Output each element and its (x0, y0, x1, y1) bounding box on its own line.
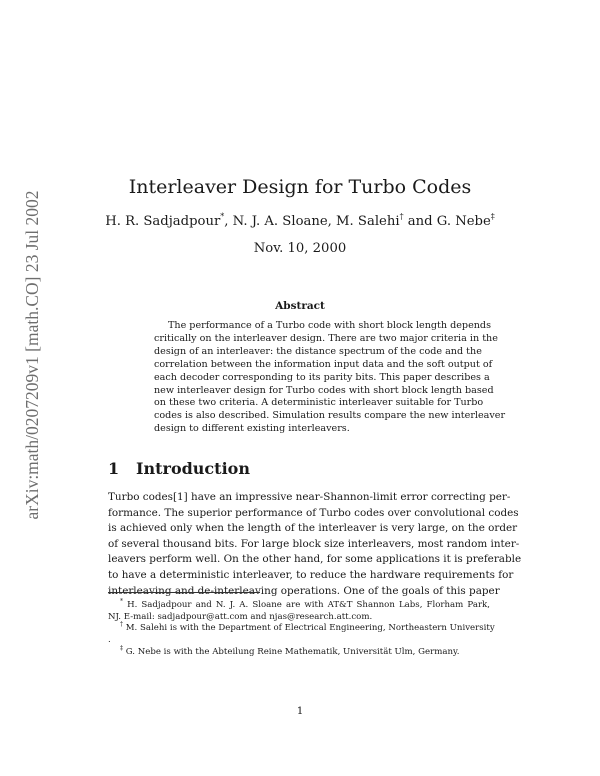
abstract-line: each decoder corresponding to its parity bits. This paper describes a (154, 371, 490, 383)
abstract-line: design to different existing interleavers. (154, 423, 350, 435)
abstract-line: on these two criteria. A deterministic interleaver suitable for Turbo (154, 397, 484, 409)
footnote-text: . (108, 634, 111, 645)
arxiv-identifier-text: arXiv:math/0207209v1 [math.CO] 23 Jul 2002 (22, 190, 42, 520)
abstract-body (154, 320, 506, 436)
body-line: is achieved only when the length of the interleaver is very large, on the order (108, 522, 518, 535)
abstract-line: The performance of a Turbo code with short block length depends (168, 320, 491, 331)
body-line: interleaving and de-interleaving operations. One of the goals of this paper (108, 584, 500, 597)
footnote-text: M. Salehi is with the Department of Electrical Engineering, Northeastern University (123, 623, 495, 633)
abstract-line: new interleaver design for Turbo codes with short block length based (154, 384, 494, 396)
abstract-line: correlation between the information input data and the soft output of (154, 358, 493, 370)
footnote-mark: * (120, 598, 123, 605)
footnote-mark-dagger: † (399, 212, 404, 221)
footnote-rule (108, 592, 260, 593)
introduction-body (108, 490, 522, 599)
footnote-mark: ‡ (120, 645, 123, 652)
footnote-mark-double-dagger: ‡ (490, 212, 495, 221)
footnote-mark-star: * (220, 212, 225, 221)
paper-title: Interleaver Design for Turbo Codes (128, 176, 472, 198)
abstract-heading: Abstract (275, 300, 325, 312)
body-line: leavers perform well. On the other hand, for some applications it is preferable (108, 553, 522, 566)
body-line: Turbo codes[1] have an impressive near-Shannon-limit error correcting per- (108, 491, 511, 503)
section-title: Introduction (136, 459, 250, 478)
footnote-mark: † (120, 621, 123, 628)
author-sloane-salehi: , N. J. A. Sloane, M. Salehi (224, 214, 400, 229)
body-line: of several thousand bits. For large block size interleavers, most random inter- (108, 537, 520, 550)
author-sadjadpour: H. R. Sadjadpour (105, 214, 221, 229)
footnote-text: NJ. E-mail: sadjadpour@att.com and njas@research.att.com. (108, 611, 373, 622)
section-number: 1 (108, 459, 120, 478)
footnote-nebe (108, 643, 490, 659)
page-number: 1 (296, 705, 304, 717)
section-heading-introduction (108, 459, 250, 478)
body-line: formance. The superior performance of Turbo codes over convolutional codes (108, 506, 519, 519)
footnote-text: G. Nebe is with the Abteilung Reine Mathematik, Universität Ulm, Germany. (123, 647, 460, 657)
abstract-line: codes is also described. Simulation results compare the new interleaver (154, 410, 506, 422)
author-list (0, 212, 600, 229)
paper-date: Nov. 10, 2000 (253, 241, 347, 256)
abstract-line: critically on the interleaver design. There are two major criteria in the (154, 332, 498, 344)
abstract-line: design of an interleaver: the distance spectrum of the code and the (154, 345, 482, 357)
footnote-text: H. Sadjadpour and N. J. A. Sloane are with AT&T Shannon Labs, Florham Park, (123, 600, 490, 610)
author-nebe: and G. Nebe (403, 214, 491, 229)
body-line: to have a deterministic interleaver, to reduce the hardware requirements for (108, 568, 514, 581)
